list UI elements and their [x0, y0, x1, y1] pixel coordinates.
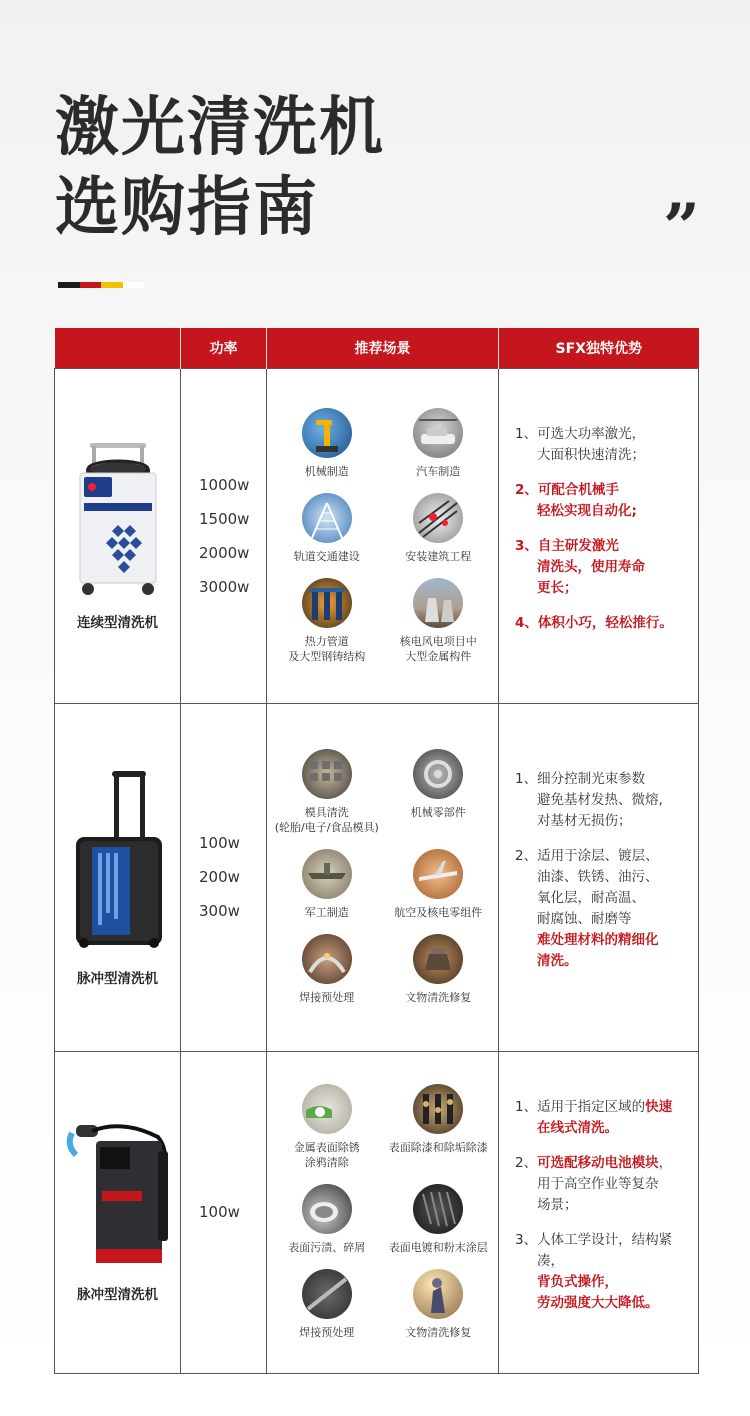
advantage-text: 清洗头，使用寿命	[537, 558, 645, 575]
relic-icon	[413, 934, 463, 984]
car-factory-icon	[413, 408, 463, 458]
power-value: 100w	[199, 1203, 240, 1221]
power-plant-icon	[413, 578, 463, 628]
pipe-icon	[302, 578, 352, 628]
advantage-text: 劳动强度大大降低。	[537, 1294, 659, 1311]
gear-icon	[413, 749, 463, 799]
page-title	[55, 88, 385, 248]
advantage-item	[515, 1230, 690, 1314]
scene-label: 轨道交通建设	[293, 549, 360, 563]
advantage-text: 用于高空作业等复杂	[537, 1175, 659, 1192]
advantage-text: 凑，	[537, 1252, 564, 1269]
advantage-text: 1、细分控制光束参数	[515, 770, 646, 787]
stripe-white	[123, 282, 145, 288]
advantage-text: 背负式操作，	[537, 1273, 618, 1290]
scene-item	[383, 1269, 495, 1340]
scene-item	[271, 934, 383, 1005]
pulse-cleaner-case-image	[70, 767, 166, 957]
power-value: 2000w	[199, 543, 250, 562]
scene-item	[271, 749, 383, 835]
advantages-cell	[499, 703, 699, 1051]
title-line-1: 激光清洗机	[55, 91, 385, 165]
scene-label: 汽车制造	[416, 464, 461, 478]
advantage-text: 场景；	[537, 1196, 578, 1213]
scene-item	[383, 1084, 495, 1170]
power-cell	[181, 703, 267, 1051]
machine-name: 脉冲型清洗机	[77, 971, 158, 987]
power-value: 200w	[199, 868, 240, 886]
advantage-item	[515, 536, 690, 599]
header-power: 功率	[181, 328, 267, 368]
table-row	[55, 1051, 699, 1373]
scenes-cell	[267, 703, 499, 1051]
header-scenes: 推荐场景	[267, 328, 499, 368]
scenes-cell	[267, 1051, 499, 1373]
advantage-item	[515, 613, 690, 634]
power-value: 1500w	[199, 509, 250, 528]
advantage-text: 耐腐蚀、耐磨等	[537, 910, 632, 927]
scene-label: 焊接预处理	[299, 991, 355, 1004]
scene-item	[271, 1084, 383, 1170]
continuous-cleaner-image	[72, 441, 164, 601]
stain-icon	[302, 1184, 352, 1234]
power-value: 3000w	[199, 577, 250, 596]
advantage-text: 大面积快速清洗；	[537, 446, 645, 463]
color-stripe	[58, 282, 144, 288]
rail-icon	[302, 493, 352, 543]
advantage-text: ，	[658, 1154, 673, 1171]
table-header	[55, 328, 699, 368]
backpack-cleaner-image	[62, 1121, 174, 1273]
advantage-text: 轻松实现自动化;	[537, 502, 637, 519]
scene-item	[271, 578, 383, 664]
advantage-text: 1、可选大功率激光，	[515, 425, 646, 442]
scene-label: 核电风电项目中 大型金属构件	[399, 634, 477, 663]
advantage-text: 3、人体工学设计，结构紧	[515, 1231, 673, 1248]
scene-label: 机械零部件	[410, 806, 466, 819]
advantage-text: 油漆、铁锈、油污、	[537, 868, 659, 885]
power-cell	[181, 1051, 267, 1373]
advantage-text: 2、可配合机械手	[515, 481, 619, 498]
paint-removal-icon	[413, 1084, 463, 1134]
aircraft-icon	[413, 849, 463, 899]
power-value: 100w	[199, 834, 240, 852]
construction-icon	[413, 493, 463, 543]
advantages-list	[499, 424, 698, 634]
scene-label: 航空及核电零组件	[394, 906, 483, 919]
quote-mark-icon: ”	[663, 190, 700, 265]
advantage-text: 氧化层，耐高温、	[537, 889, 645, 906]
advantage-item	[515, 480, 690, 522]
scenes-cell	[267, 368, 499, 703]
advantage-text: 对基材无损伤；	[537, 812, 632, 829]
scene-item	[383, 578, 495, 664]
robot-arm-icon	[302, 408, 352, 458]
scene-item	[271, 493, 383, 564]
scene-label: 焊接预处理	[299, 1326, 355, 1339]
advantage-item	[515, 1153, 690, 1216]
advantage-text: 难处理材料的精细化	[537, 931, 659, 948]
scene-label: 文物清洗修复	[405, 1326, 472, 1339]
scene-label: 热力管道 及大型钢铸结构	[288, 634, 366, 663]
advantages-list	[499, 769, 698, 972]
table-row	[55, 368, 699, 703]
stripe-yellow	[101, 282, 123, 288]
power-cell	[181, 368, 267, 703]
machine-cell	[55, 703, 181, 1051]
rust-icon	[302, 1084, 352, 1134]
advantage-text: 2、	[515, 1154, 538, 1171]
scene-item	[383, 408, 495, 479]
advantage-text: 3、自主研发激光	[515, 537, 619, 554]
tire-icon	[413, 1184, 463, 1234]
advantage-item	[515, 424, 690, 466]
scene-label: 表面电镀和粉末涂层	[388, 1241, 488, 1254]
scene-item	[383, 493, 495, 564]
advantage-text: 4、体积小巧，轻松推行。	[515, 614, 673, 631]
scene-item	[271, 849, 383, 920]
advantage-item	[515, 846, 690, 972]
weld-seam-icon	[302, 1269, 352, 1319]
comparison-table	[54, 328, 699, 1374]
mold-icon	[302, 749, 352, 799]
title-line-2: 选购指南	[55, 171, 319, 245]
table-row	[55, 703, 699, 1051]
stripe-red	[80, 282, 102, 288]
machine-cell	[55, 368, 181, 703]
scene-item	[271, 1269, 383, 1340]
machine-name: 连续型清洗机	[77, 614, 158, 631]
advantage-text: 避免基材发热、微熔,	[537, 791, 663, 808]
scene-item	[383, 749, 495, 835]
welding-icon	[302, 934, 352, 984]
scene-label: 安装建筑工程	[405, 549, 472, 563]
scene-item	[271, 1184, 383, 1255]
stripe-black	[58, 282, 80, 288]
advantage-item	[515, 769, 690, 832]
advantages-cell	[499, 1051, 699, 1373]
scene-label: 表面除漆和除垢除漆	[388, 1141, 488, 1154]
scene-label: 表面污渍、碎屑	[288, 1241, 366, 1254]
advantage-text: 快速	[645, 1098, 673, 1115]
advantages-cell	[499, 368, 699, 703]
advantage-text: 可选配移动电池模块	[537, 1154, 659, 1171]
power-value: 300w	[199, 902, 240, 920]
scene-item	[383, 1184, 495, 1255]
header-machine	[55, 328, 181, 368]
scene-item	[383, 934, 495, 1005]
power-value: 1000w	[199, 475, 250, 494]
scene-label: 机械制造	[304, 464, 349, 478]
machine-cell	[55, 1051, 181, 1373]
scene-item	[271, 408, 383, 479]
military-icon	[302, 849, 352, 899]
advantage-text: 在线式清洗。	[537, 1119, 618, 1136]
advantage-item	[515, 1097, 690, 1139]
advantage-text: 清洗。	[537, 952, 578, 969]
scene-label: 金属表面除锈 涂鸦清除	[293, 1141, 360, 1169]
machine-name: 脉冲型清洗机	[77, 1287, 158, 1303]
scene-label: 模具清洗 (轮胎/电子/食品模具)	[274, 806, 379, 834]
header-advantages: SFX独特优势	[499, 328, 699, 368]
advantage-text: 1、适用于指定区域的	[515, 1098, 646, 1115]
advantage-text: 更长；	[537, 579, 578, 596]
scene-label: 军工制造	[304, 906, 349, 919]
advantage-text: 2、适用于涂层、镀层、	[515, 847, 659, 864]
scene-item	[383, 849, 495, 920]
scene-label: 文物清洗修复	[405, 991, 472, 1004]
advantages-list	[499, 1097, 698, 1314]
statue-icon	[413, 1269, 463, 1319]
